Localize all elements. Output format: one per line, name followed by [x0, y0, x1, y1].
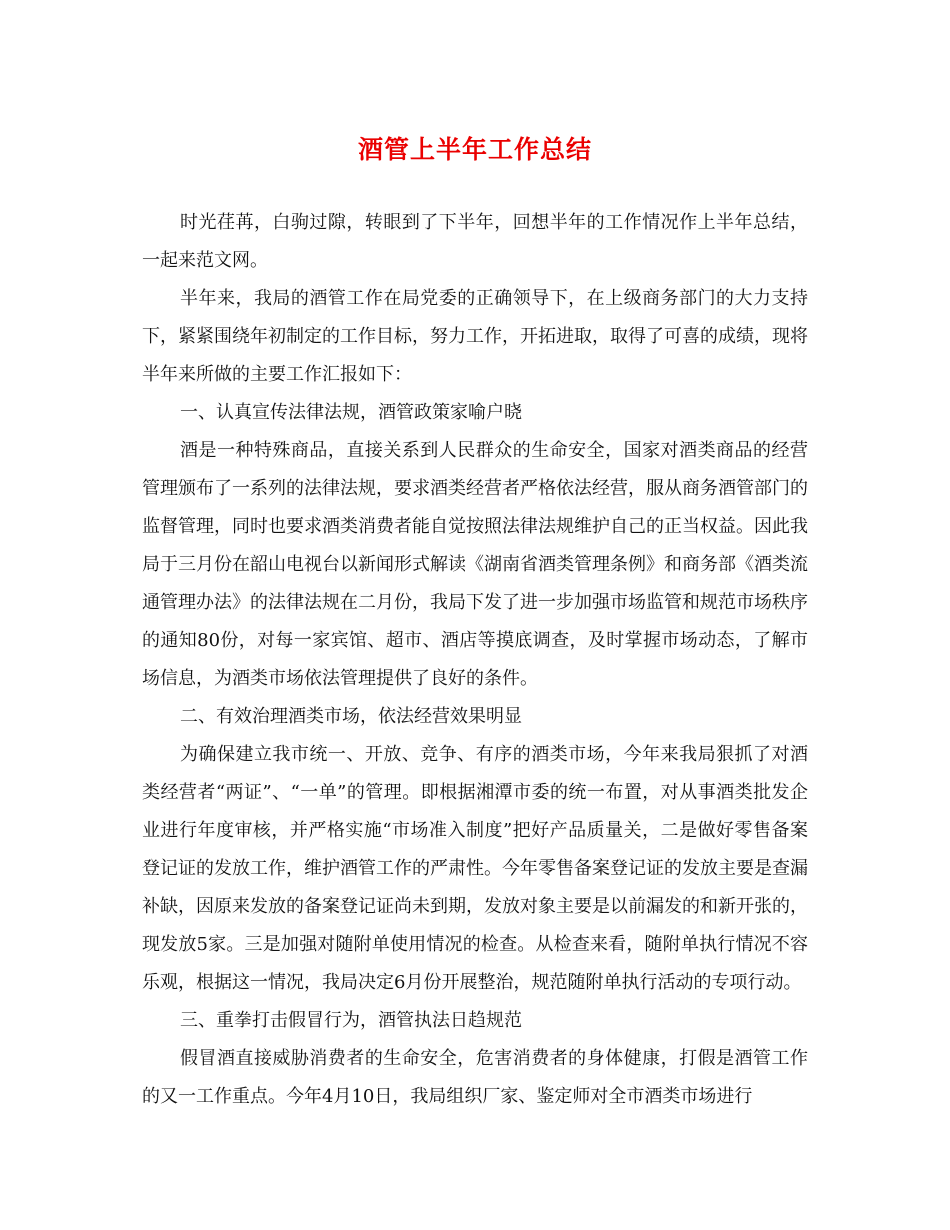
paragraph-section-3: 假冒酒直接威胁消费者的生命安全，危害消费者的身体健康，打假是酒管工作的又一工作重点。今年4月10日，我局组织厂家、鉴定师对全市酒类市场进行: [142, 1048, 808, 1107]
section-heading-2: 二、有效治理酒类市场，依法经营效果明显: [180, 706, 522, 727]
document-title: 酒管上半年工作总结: [357, 135, 592, 164]
document-body: [142, 204, 808, 1116]
section-heading-1: 一、认真宣传法律法规，酒管政策家喻户晓: [180, 402, 522, 423]
paragraph-intro: 时光荏苒，白驹过隙，转眼到了下半年，回想半年的工作情况作上半年总结，一起来范文网。: [142, 212, 808, 271]
section-heading-3: 三、重拳打击假冒行为，酒管执法日趋规范: [180, 1010, 522, 1031]
paragraph-section-2: 为确保建立我市统一、开放、竞争、有序的酒类市场，今年来我局狠抓了对酒类经营者“两证”、“一单”的管理。即根据湘潭市委的统一布置，对从事酒类批发企业进行年度审核，并严格实施“市场准入制度”把好产品质量关，二是做好零售备案登记证的发放工作，维护酒管工作的严肃性。今年零售备案登记证的发放主要是查漏补缺，因原来发放的备案登记证尚未到期，发放对象主要是以前漏发的和新开张的，现发放5家。三是加强对随附单使用情况的检查。从检查来看，随附单执行情况不容乐观，根据这一情况，我局决定6月份开展整治，规范随附单执行活动的专项行动。: [142, 744, 808, 993]
paragraph-overview: 半年来，我局的酒管工作在局党委的正确领导下，在上级商务部门的大力支持下，紧紧围绕年初制定的工作目标，努力工作，开拓进取，取得了可喜的成绩，现将半年来所做的主要工作汇报如下：: [142, 288, 808, 385]
paragraph-section-1: 酒是一种特殊商品，直接关系到人民群众的生命安全，国家对酒类商品的经营管理颁布了一系列的法律法规，要求酒类经营者严格依法经营，服从商务酒管部门的监督管理，同时也要求酒类消费者能自觉按照法律法规维护自己的正当权益。因此我局于三月份在韶山电视台以新闻形式解读《湖南省酒类管理条例》和商务部《酒类流通管理办法》的法律法规在二月份，我局下发了进一步加强市场监管和规范市场秩序的通知80份，对每一家宾馆、超市、酒店等摸底调查，及时掌握市场动态，了解市场信息，为酒类市场依法管理提供了良好的条件。: [142, 440, 808, 689]
